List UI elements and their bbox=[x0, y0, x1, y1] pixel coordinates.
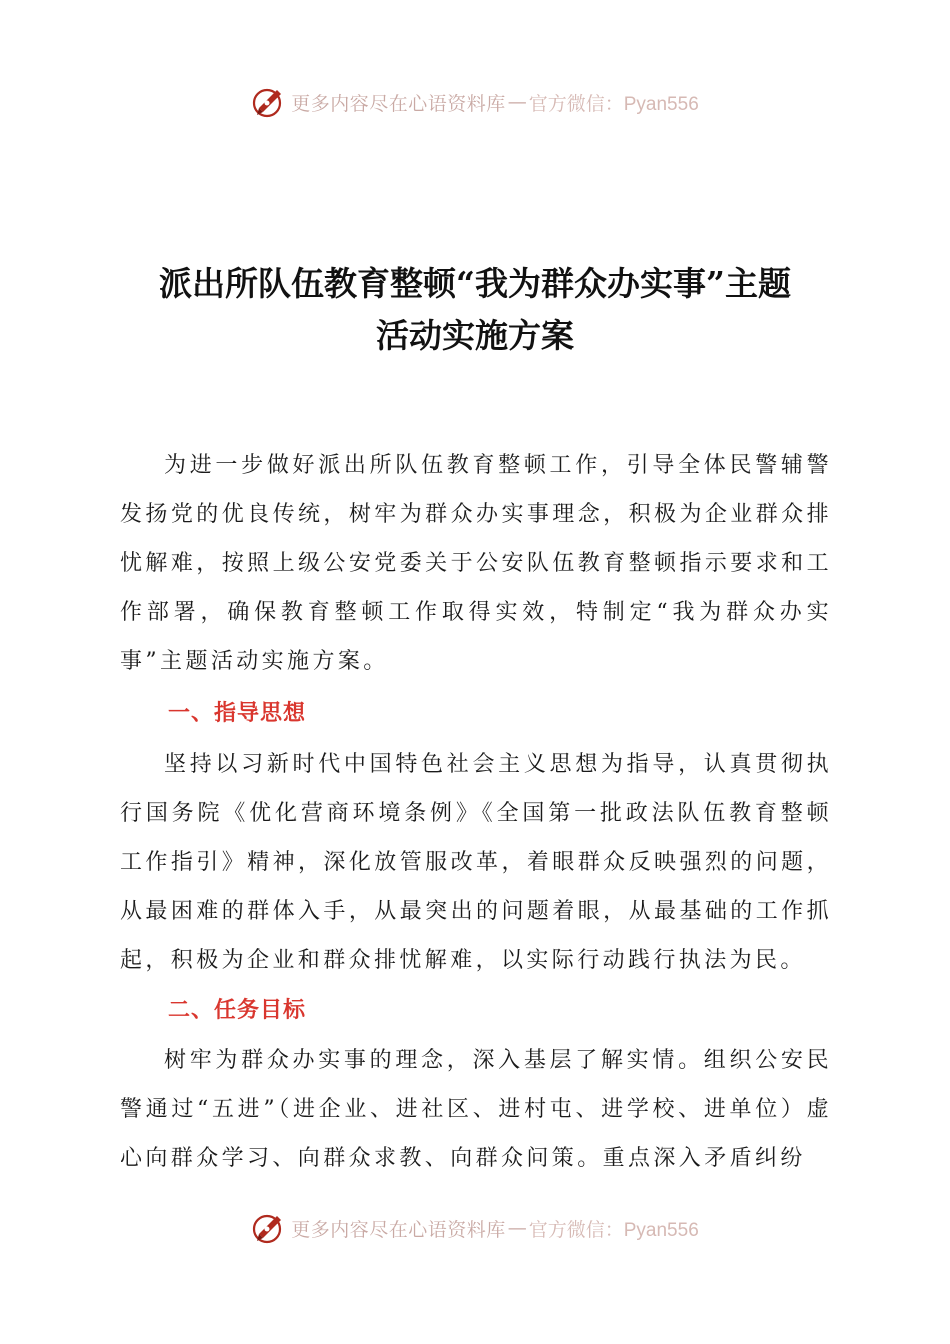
section-heading-guiding-ideology: 一、指导思想 bbox=[168, 700, 307, 725]
title-line-2: 活动实施方案 bbox=[376, 316, 574, 355]
watermark-separator: — bbox=[507, 91, 527, 113]
header-watermark bbox=[0, 82, 950, 122]
watermark-text: 更多内容尽在心语资料库 bbox=[291, 1218, 506, 1241]
document-title bbox=[100, 258, 850, 362]
intro-paragraph: 为进一步做好派出所队伍教育整顿工作，引导全体民警辅警发扬党的优良传统，树牢为群众办实事理念，积极为企业群众排忧解难，按照上级公安党委关于公安队伍教育整顿指示要求和工作部署，确保教育整顿工作取得实效，特制定“我为群众办实事”主题活动实施方案。 bbox=[120, 453, 832, 674]
pen-circle-icon bbox=[251, 1210, 287, 1246]
watermark-separator: — bbox=[507, 1217, 527, 1239]
section-heading-task-goals: 二、任务目标 bbox=[168, 997, 307, 1022]
watermark-text: 更多内容尽在心语资料库 bbox=[291, 92, 506, 115]
section-paragraph-guiding-ideology: 坚持以习新时代中国特色社会主义思想为指导，认真贯彻执行国务院《优化营商环境条例》《全国第一批政法队伍教育整顿工作指引》精神，深化放管服改革，着眼群众反映强烈的问题，从最困难的群体入手，从最突出的问题着眼，从最基础的工作抓起，积极为企业和群众排忧解难，以实际行动践行执法为民。 bbox=[120, 752, 832, 973]
section-paragraph-task-goals: 树牢为群众办实事的理念，深入基层了解实情。组织公安民警通过“五进”（进企业、进社区、进村屯、进学校、进单位）虚心向群众学习、向群众求教、向群众问策。重点深入矛盾纠纷 bbox=[120, 1048, 832, 1171]
title-line-1: 派出所队伍教育整顿“我为群众办实事”主题 bbox=[159, 264, 791, 303]
footer-watermark bbox=[0, 1208, 950, 1248]
pen-circle-icon bbox=[251, 84, 287, 120]
watermark-wechat: 官方微信：Pyan556 bbox=[528, 93, 699, 115]
watermark-wechat: 官方微信：Pyan556 bbox=[528, 1219, 699, 1241]
